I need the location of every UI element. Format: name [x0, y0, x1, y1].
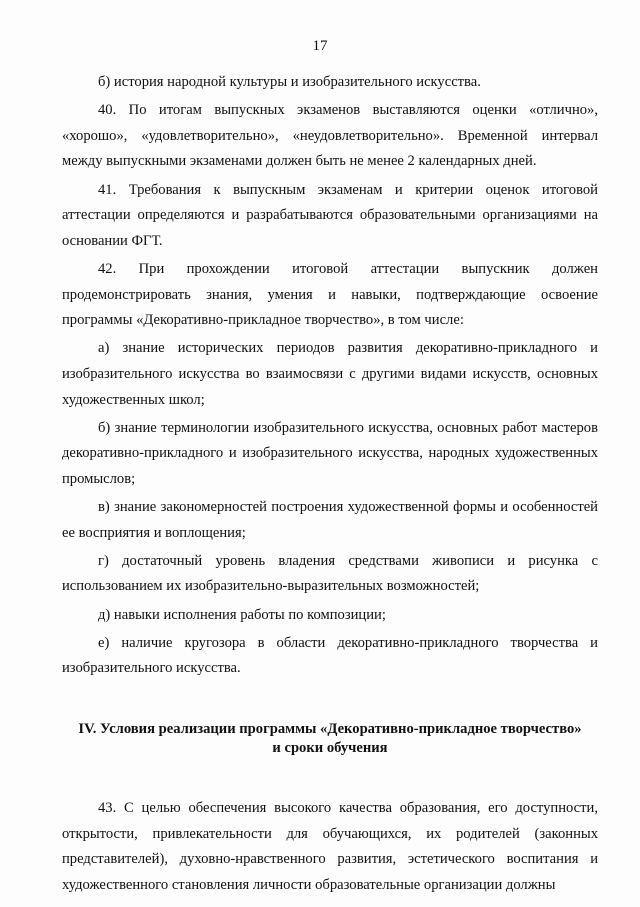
list-item-e: е) наличие кругозора в области декоративно-прикладного творчества и изобразительного искусства. [62, 634, 598, 677]
page-number: 17 [312, 38, 328, 54]
paragraph-40: 40. По итогам выпускных экзаменов выставляются оценки «отлично», «хорошо», «удовлетворительно», «неудовлетворительно». Временной интервал между выпускными экзаменами должен быть не менее 2 календарных дней. [62, 102, 598, 170]
paragraph-41: 41. Требования к выпускным экзаменам и критерии оценок итоговой аттестации определяются и разрабатываются образовательными организациями на основании ФГТ. [62, 181, 598, 249]
section-heading-iv [62, 720, 598, 758]
list-item-g: г) достаточный уровень владения средствами живописи и рисунка с использованием их изобразительно-выразительных возможностей; [62, 552, 598, 595]
list-item-a: а) знание исторических периодов развития декоративно-прикладного и изобразительного искусства во взаимосвязи с другими видами искусств, основных художественных школ; [62, 340, 598, 408]
list-item-b: б) знание терминологии изобразительного искусства, основных работ мастеров декоративно-прикладного и изобразительного искусства, народных художественных промыслов; [62, 419, 598, 487]
paragraph-43: 43. С целью обеспечения высокого качества образования, его доступности, открытости, привлекательности для обучающихся, их родителей (законных представителей), духовно-нравственного развития, эстетического воспитания и художественного становления личности образовательные организации должны [62, 800, 598, 893]
list-item-v: в) знание закономерностей построения художественной формы и особенностей ее восприятия и воплощения; [62, 499, 598, 541]
section-heading-line1: IV. Условия реализации программы «Декоративно-прикладное творчество» [78, 721, 582, 737]
document-body [62, 70, 598, 901]
paragraph-b-history: б) история народной культуры и изобразительного искусства. [98, 74, 481, 90]
section-heading-line2: и сроки обучения [272, 740, 388, 756]
list-item-d: д) навыки исполнения работы по композиции; [98, 606, 386, 623]
paragraph-42: 42. При прохождении итоговой аттестации выпускник должен продемонстрировать знания, умения и навыки, подтверждающие освоение программы «Декоративно-прикладное творчество», в том числе: [62, 260, 598, 329]
